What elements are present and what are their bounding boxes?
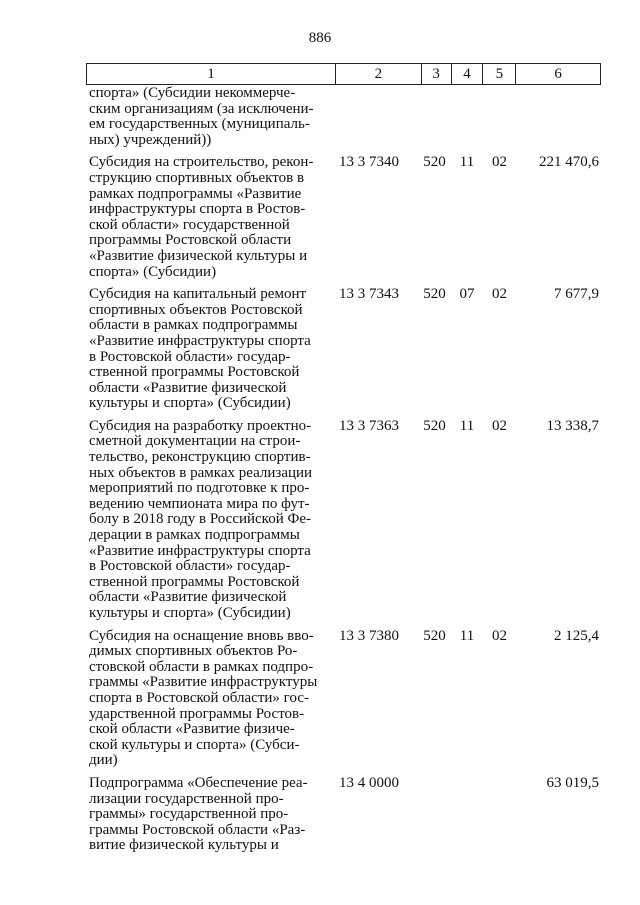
table-row bbox=[86, 86, 601, 148]
table-body bbox=[86, 86, 601, 861]
row-amount: 221 470,6 bbox=[539, 154, 599, 171]
row-col4 bbox=[451, 86, 483, 148]
row-col4: 07 bbox=[459, 286, 475, 303]
table-row bbox=[86, 629, 601, 769]
column-header-2: 2 bbox=[335, 64, 421, 84]
row-description: Субсидия на разработку проектно- сметной документации на строи- тельство, реконструкцию спортив- ных объектов в рамках реализации мероприятий по подготовке к про- ведению чемпионата мира по фут- болу в 2018 году в Российской Фе- дерации в рамках подпрограммы «Развитие инфраструктуры спорта в Ростовской области» государ- ственной программы Ростовской области «Развитие физической культуры и спорта» (Субсидии) bbox=[89, 417, 313, 621]
row-amount: 7 677,9 bbox=[554, 286, 599, 303]
row-amount bbox=[516, 86, 601, 148]
row-col3 bbox=[418, 776, 451, 854]
row-col5: 02 bbox=[492, 627, 507, 644]
row-col5: 02 bbox=[492, 417, 507, 434]
table-row bbox=[86, 287, 601, 412]
row-col5 bbox=[483, 776, 516, 854]
table-header bbox=[86, 63, 601, 85]
row-amount: 13 338,7 bbox=[546, 417, 599, 434]
row-col3: 520 bbox=[423, 627, 446, 644]
row-col5 bbox=[483, 86, 516, 148]
page-number: 886 bbox=[308, 30, 332, 46]
row-col3: 520 bbox=[423, 417, 446, 434]
row-code: 13 3 7343 bbox=[339, 286, 399, 303]
row-col3: 520 bbox=[423, 286, 446, 303]
row-col5: 02 bbox=[492, 286, 507, 303]
row-code: 13 3 7363 bbox=[339, 417, 399, 434]
row-code: 13 4 0000 bbox=[339, 774, 399, 791]
row-description: Субсидия на строительство, рекон- струкцию спортивных объектов в рамках подпрограммы «Развитие инфраструктуры спорта в Ростов- ской области» государственной программы Ростовской области «Развитие физической культуры и спорта» (Субсидии) bbox=[89, 154, 314, 280]
row-col3 bbox=[418, 86, 451, 148]
row-code: 13 3 7380 bbox=[339, 627, 399, 644]
column-header-1: 1 bbox=[207, 66, 215, 82]
row-description: Подпрограмма «Обеспечение реа- лизации государственной про- граммы» государственной про- граммы Ростовской области «Раз- витие физической культуры и bbox=[89, 774, 308, 854]
column-header-4: 4 bbox=[451, 64, 483, 84]
row-code bbox=[332, 86, 418, 148]
row-amount: 63 019,5 bbox=[546, 774, 599, 791]
table-row bbox=[86, 419, 601, 622]
row-col4: 11 bbox=[459, 154, 475, 171]
row-col4: 11 bbox=[459, 417, 475, 434]
row-code: 13 3 7340 bbox=[339, 154, 399, 171]
row-amount: 2 125,4 bbox=[554, 627, 599, 644]
row-col4: 11 bbox=[459, 627, 475, 644]
row-col4 bbox=[451, 776, 483, 854]
column-header-3: 3 bbox=[421, 64, 451, 84]
column-header-6: 6 bbox=[515, 64, 600, 84]
row-description: Субсидия на оснащение вновь вво- димых спортивных объектов Ро- стовской области в рамках подпро- граммы «Развитие инфраструктуры спорта в Ростовской области» гос- ударственной программы Ростов- ской области «Развитие физиче- ской культуры и спорта» (Субси- дии) bbox=[89, 627, 318, 769]
row-col3: 520 bbox=[423, 154, 446, 171]
row-col5: 02 bbox=[492, 154, 507, 171]
table-row bbox=[86, 776, 601, 854]
column-header-5: 5 bbox=[482, 64, 515, 84]
row-description: Субсидия на капитальный ремонт спортивных объектов Ростовской области в рамках подпрограммы «Развитие инфраструктуры спорта в Ростовской области» государ- ственной программы Ростовской области «Развитие физической культуры и спорта» (Субсидии) bbox=[89, 286, 311, 412]
row-description: спорта» (Субсидии некоммерче- ским организациям (за исключени- ем государственных (муниципаль- ных) учреждений)) bbox=[89, 85, 314, 148]
table-row bbox=[86, 155, 601, 280]
